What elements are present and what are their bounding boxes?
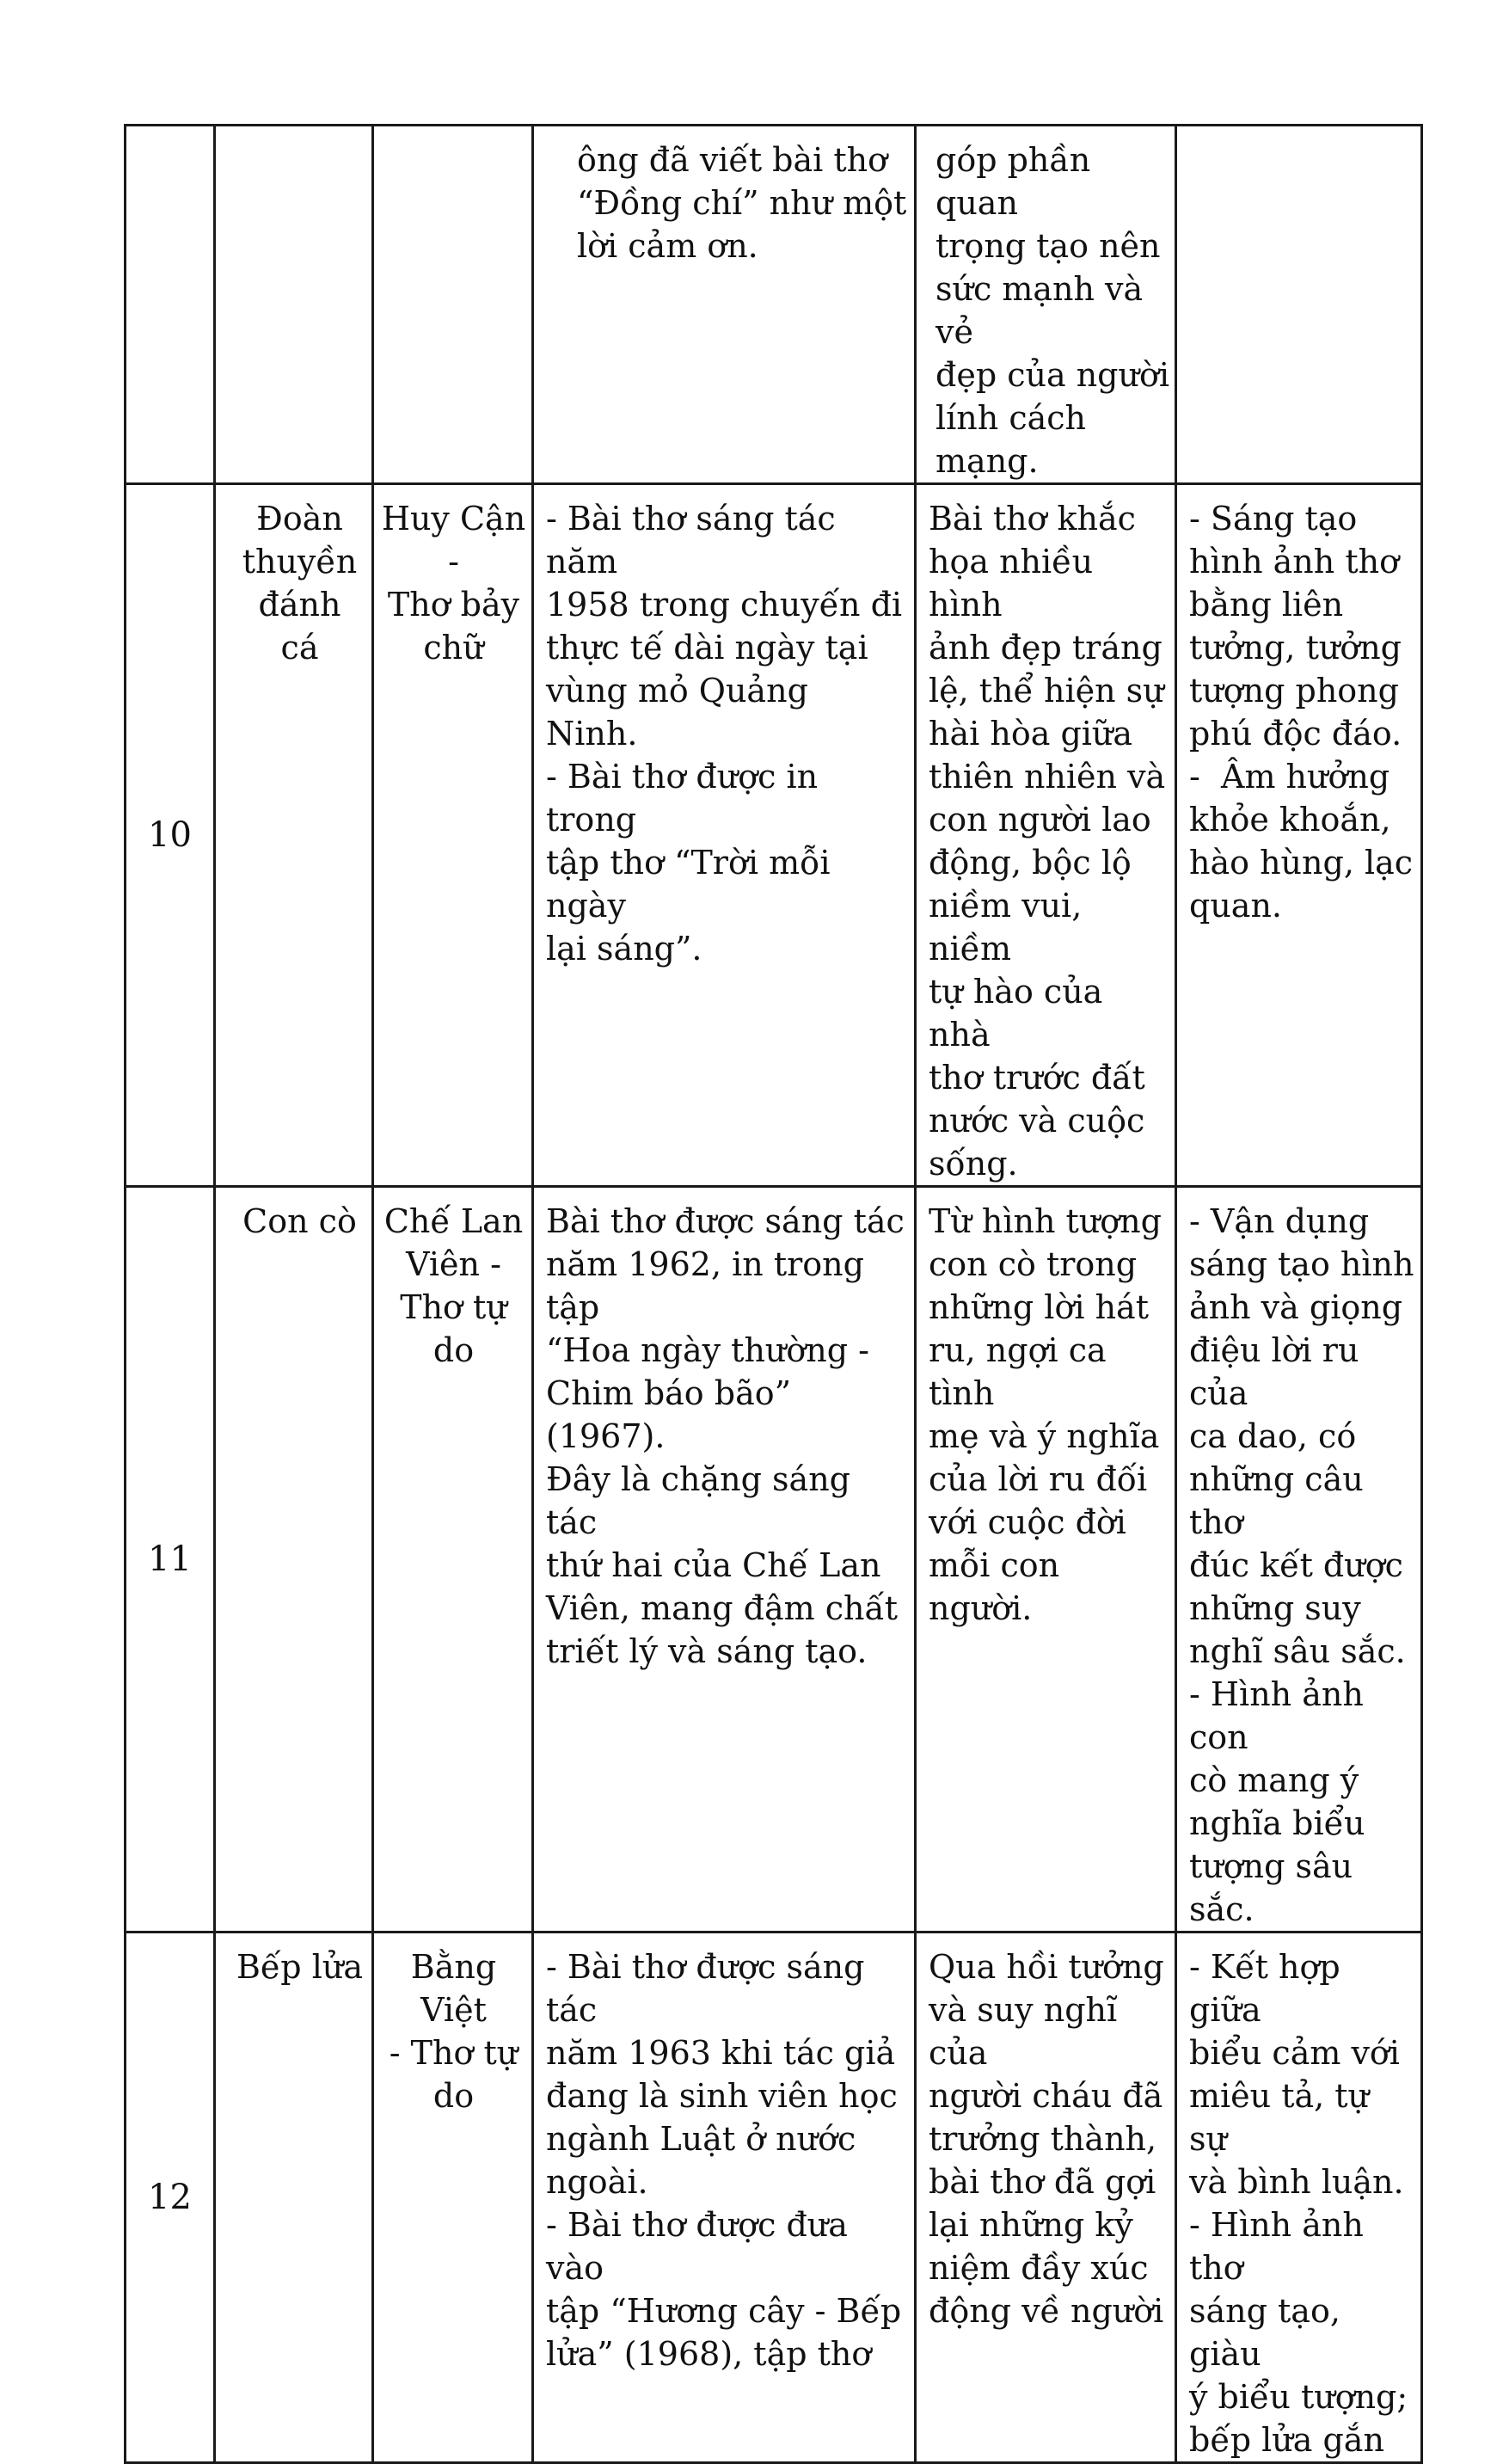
table-row (126, 126, 1422, 484)
context-cell: - Bài thơ được sáng tác năm 1963 khi tác giả đang là sinh viên học ngành Luật ở nước ngoài. - Bài thơ được đưa vào tập “Hương cây - Bếp lửa” (1968), tập thơ (533, 1932, 916, 2463)
row-number-cell: 10 (126, 484, 215, 1187)
content-cell: Bài thơ khắc họa nhiều hình ảnh đẹp tráng lệ, thể hiện sự hài hòa giữa thiên nhiên và con người lao động, bộc lộ niềm vui, niềm tự hào của nhà thơ trước đất nước và cuộc sống. (916, 484, 1176, 1187)
art-cell: - Kết hợp giữa biểu cảm với miêu tả, tự sự và bình luận. - Hình ảnh thơ sáng tạo, giàu ý biểu tượng; bếp lửa gắn (1176, 1932, 1422, 2463)
table-row (126, 1187, 1422, 1932)
work-title-cell: Bếp lửa (215, 1932, 373, 2463)
content-cell: góp phần quan trọng tạo nên sức mạnh và vẻ đẹp của người lính cách mạng. (916, 126, 1176, 484)
work-title-cell (215, 126, 373, 484)
author-form-cell (373, 126, 533, 484)
content-cell: Từ hình tượng con cò trong những lời hát ru, ngợi ca tình mẹ và ý nghĩa của lời ru đối với cuộc đời mỗi con người. (916, 1187, 1176, 1932)
art-cell (1176, 126, 1422, 484)
art-cell: - Sáng tạo hình ảnh thơ bằng liên tưởng, tưởng tượng phong phú độc đáo. - Âm hưởng khỏe khoắn, hào hùng, lạc quan. (1176, 484, 1422, 1187)
work-title-cell: Con cò (215, 1187, 373, 1932)
table-row (126, 1932, 1422, 2463)
literature-summary-table (124, 124, 1423, 2464)
table-row (126, 484, 1422, 1187)
context-cell: - Bài thơ sáng tác năm 1958 trong chuyến đi thực tế dài ngày tại vùng mỏ Quảng Ninh. - Bài thơ được in trong tập thơ “Trời mỗi ngày lại sáng”. (533, 484, 916, 1187)
context-cell: Bài thơ được sáng tác năm 1962, in trong tập “Hoa ngày thường - Chim báo bão” (1967). Đây là chặng sáng tác thứ hai của Chế Lan Viên, mang đậm chất triết lý và sáng tạo. (533, 1187, 916, 1932)
context-cell: ông đã viết bài thơ “Đồng chí” như một lời cảm ơn. (533, 126, 916, 484)
row-number-cell: 12 (126, 1932, 215, 2463)
author-form-cell: Chế Lan Viên - Thơ tự do (373, 1187, 533, 1932)
author-form-cell: Huy Cận - Thơ bảy chữ (373, 484, 533, 1187)
row-number-cell (126, 126, 215, 484)
author-form-cell: Bằng Việt - Thơ tự do (373, 1932, 533, 2463)
art-cell: - Vận dụng sáng tạo hình ảnh và giọng điệu lời ru của ca dao, có những câu thơ đúc kết được những suy nghĩ sâu sắc. - Hình ảnh con cò mang ý nghĩa biểu tượng sâu sắc. (1176, 1187, 1422, 1932)
row-number-cell: 11 (126, 1187, 215, 1932)
work-title-cell: Đoàn thuyền đánh cá (215, 484, 373, 1187)
content-cell: Qua hồi tưởng và suy nghĩ của người cháu đã trưởng thành, bài thơ đã gợi lại những kỷ niệm đầy xúc động về người (916, 1932, 1176, 2463)
